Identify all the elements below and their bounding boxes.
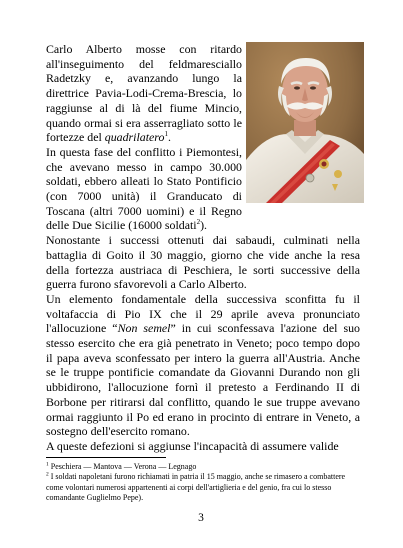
footnote-separator (46, 457, 166, 458)
paragraph-1: Carlo Alberto mosse con ritardo all'inseguimento del feldmaresciallo Radetzky e, avanzando lungo la direttrice Pavia-Lodi-Crema-Brescia, lo raggiunse al di là del fiume Mincio, quando ormai si era asserragliato sotto le fortezze del quadrilatero$^1$. (46, 42, 242, 145)
portrait-image (246, 42, 364, 203)
page-number: 3 (198, 512, 204, 524)
body-text (46, 42, 360, 454)
paragraph-3: Nonostante i successi ottenuti dai sabaudi, culminati nella battaglia di Goito il 30 maggio, giorno che vide anche la resa della fortezza austriaca di Peschiera, le sorti successive della guerra furono sfavorevoli a Carlo Alberto. (46, 233, 360, 292)
footnote-1: $^1$ Peschiera — Mantova — Verona — Legnago (46, 461, 197, 471)
footnote-2: $^2$ I soldati napoletani furono richiamati in patria il 15 maggio, anche se rimasero a combattere come volontari numerosi appartenenti ai corpi dell'artiglieria e del genio, fra cui lo stesso comandante Guglielmo Pepe). (46, 471, 346, 502)
paragraph-2: In questa fase del conflitto i Piemontesi, che avevano messo in campo 30.000 soldati, ebbero alleati lo Stato Pontificio (con 7000 unità) il Granducato di Toscana (altri 7000 uomini) e il Regno delle Due Sicilie (16000 soldati$^2$). (46, 144, 242, 233)
paragraph-4: Un elemento fondamentale della successiva sconfitta fu il voltafaccia di Pio IX che il 29 aprile aveva pronunciato l'allocuzione “Non semel” in cui sconfessava l'azione del suo stesso esercito che era già penetrato in Veneto; poco tempo dopo il papa aveva sconfessato per intero la guerra all'Austria. Anche se le truppe pontificie comandate da Giovanni Durando non gli ubbidirono, l'allocuzione fornì il pretesto a Ferdinando II di Borbone per ritirarsi dal conflitto, quando le sue truppe avevano ormai raggiunto il Po ed erano in procinto di entrare in Veneto, a sostegno dell'esercito romano. (46, 291, 360, 439)
footnotes (46, 462, 346, 503)
paragraph-5: A queste defezioni si aggiunse l'incapacità di assumere valide (46, 438, 339, 453)
